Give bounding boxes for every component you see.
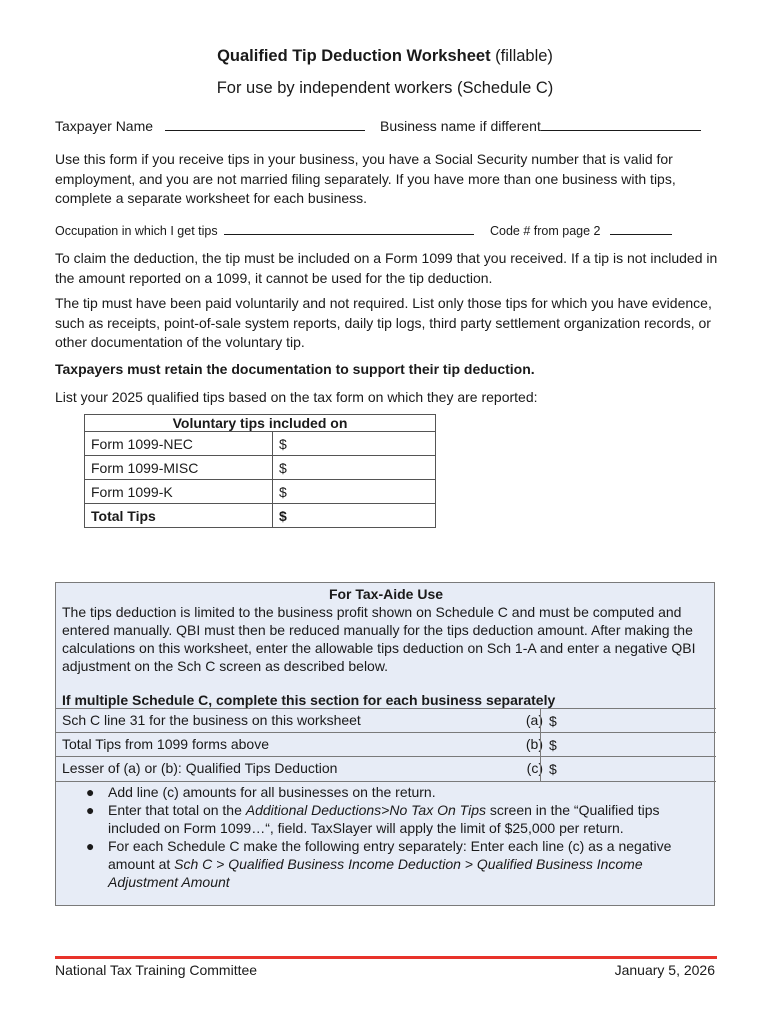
taxpayer-name-row	[55, 117, 365, 134]
ta-row-label: Sch C line 31 for the business on this worksheet	[62, 712, 361, 728]
bullet-icon: ●	[86, 838, 95, 854]
business-name-label: Business name if different	[380, 118, 541, 134]
total-tips-label: Total Tips	[85, 504, 273, 528]
tips-row-label: Form 1099-K	[85, 480, 273, 504]
voluntary-paragraph: The tip must have been paid voluntarily and not required. List only those tips for which you have evidence, such as receipts, point-of-sale system reports, daily tip logs, third party settlement organization records, or other documentation of the voluntary tip.	[55, 295, 712, 350]
ta-row-mark: (b)	[525, 736, 543, 752]
ta-row-label: Total Tips from 1099 forms above	[62, 736, 269, 752]
list-intro-paragraph: List your 2025 qualified tips based on the tax form on which they are reported:	[55, 389, 538, 405]
table-row	[56, 732, 716, 757]
code-field[interactable]	[610, 221, 672, 235]
ta-row-mark: (c)	[526, 760, 543, 776]
tips-table-header: Voluntary tips included on	[85, 415, 436, 432]
table-row	[85, 456, 436, 480]
code-row	[490, 221, 672, 238]
tax-aide-instructions	[76, 783, 706, 891]
tips-row-label: Form 1099-MISC	[85, 456, 273, 480]
occupation-label: Occupation in which I get tips	[55, 224, 218, 238]
business-name-row	[380, 117, 701, 134]
tips-row-label: Form 1099-NEC	[85, 432, 273, 456]
claim-paragraph: To claim the deduction, the tip must be included on a Form 1099 that you received. If a tip is not included in the amount reported on a 1099, it cannot be used for the tip deduction.	[55, 250, 718, 286]
occupation-row	[55, 221, 474, 238]
list-item: ● For each Schedule C make the following entry separately: Enter each line (c) as a negative amount at Sch C > Qualified Business Income Deduction > Qualified Business Income Adjustment Amount	[86, 838, 672, 890]
page-title: Qualified Tip Deduction Worksheet (fillable)	[217, 47, 553, 65]
table-row	[85, 480, 436, 504]
tax-aide-title: For Tax-Aide Use	[328, 586, 444, 602]
multiple-schedule-heading: If multiple Schedule C, complete this section for each business separately	[62, 692, 556, 708]
tips-row-amount[interactable]: $	[273, 480, 436, 504]
footer-organization: National Tax Training Committee	[55, 962, 258, 978]
tips-row-amount[interactable]: $	[273, 456, 436, 480]
occupation-field[interactable]	[224, 221, 474, 235]
list-item: ● Add line (c) amounts for all businesses on the return.	[86, 784, 436, 800]
retain-paragraph: Taxpayers must retain the documentation to support their tip deduction.	[55, 361, 535, 377]
table-row	[56, 756, 716, 782]
list-item: ● Enter that total on the Additional Deductions>No Tax On Tips screen in the “Qualified tips included on Form 1099…“, field. TaxSlayer will apply the limit of $25,000 per return.	[86, 802, 660, 836]
tax-aide-paragraph: The tips deduction is limited to the business profit shown on Schedule C and must be computed and entered manually. QBI must then be reduced manually for the tips deduction amount. After making the calculations on this worksheet, enter the allowable tips deduction on Sch 1-A and enter a negative QBI adjustment on the Sch C screen as described below.	[62, 604, 696, 674]
business-name-field[interactable]	[541, 117, 701, 131]
tax-aide-box	[55, 582, 715, 906]
ta-row-mark: (a)	[525, 712, 543, 728]
table-row	[56, 708, 716, 733]
total-tips-amount[interactable]: $	[273, 504, 436, 528]
taxpayer-name-label: Taxpayer Name	[55, 118, 154, 134]
page-subtitle: For use by independent workers (Schedule C)	[216, 79, 554, 97]
table-row	[85, 504, 436, 528]
tips-table	[84, 414, 436, 528]
ta-row-amount[interactable]: $	[540, 757, 557, 781]
ta-row-amount[interactable]: $	[540, 709, 557, 733]
code-label: Code # from page 2	[490, 224, 601, 238]
taxpayer-name-field[interactable]	[165, 117, 365, 131]
bullet-icon: ●	[86, 784, 95, 800]
footer-date: January 5, 2026	[614, 962, 715, 978]
ta-row-amount[interactable]: $	[540, 733, 557, 757]
tips-row-amount[interactable]: $	[273, 432, 436, 456]
footer-rule	[55, 956, 717, 959]
bullet-icon: ●	[86, 802, 95, 818]
intro-paragraph: Use this form if you receive tips in your business, you have a Social Security number that is valid for employment, and you are not married filing separately. If you have more than one business with tips, complete a separate worksheet for each business.	[55, 151, 676, 206]
table-row	[85, 432, 436, 456]
ta-row-label: Lesser of (a) or (b): Qualified Tips Deduction	[62, 760, 338, 776]
